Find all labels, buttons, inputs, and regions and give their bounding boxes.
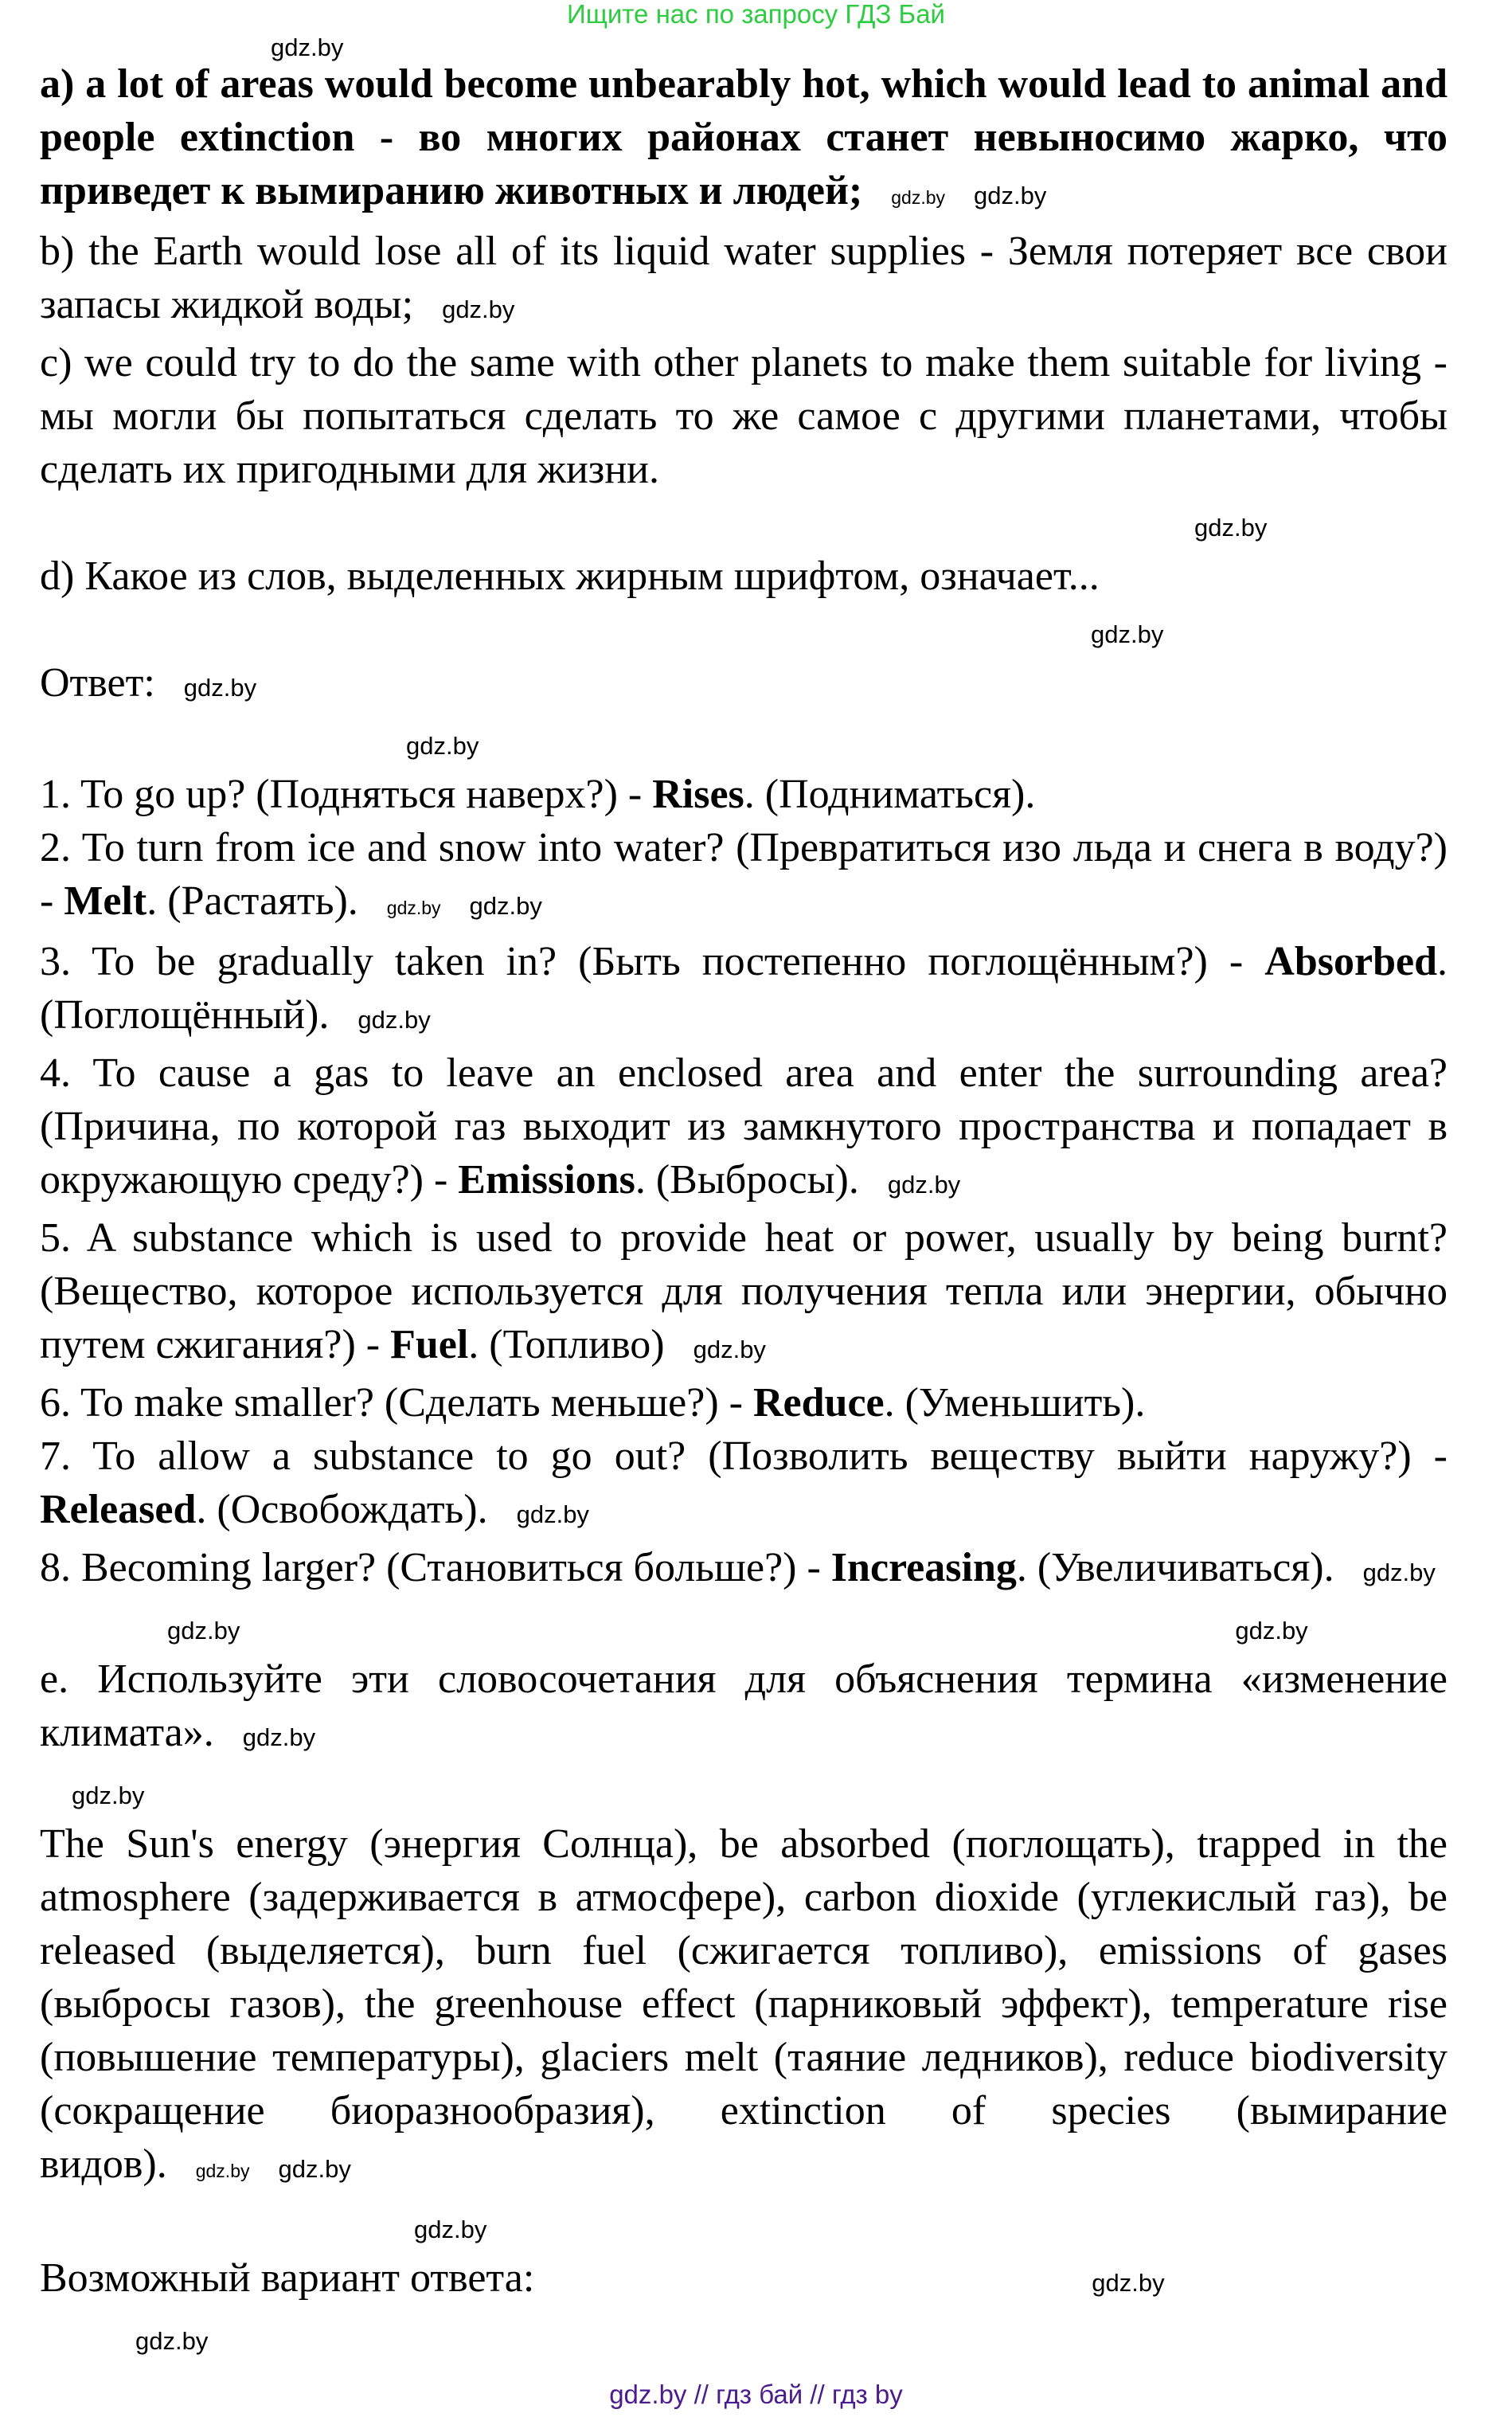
watermark: gdz.by <box>195 2161 250 2181</box>
answer-item <box>40 821 1448 935</box>
footer-links[interactable]: gdz.by // гдз бай // гдз by <box>609 2380 903 2409</box>
watermark: gdz.by <box>1194 514 1268 542</box>
answer-word: Melt <box>64 878 147 924</box>
answer-translation: . (Освобождать). <box>196 1487 488 1532</box>
answer-word: Absorbed <box>1264 939 1437 984</box>
answer-translation: . (Поглощённый). <box>40 939 1448 1038</box>
answer-word: Fuel <box>390 1322 469 1367</box>
answer-translation: . (Топливо) <box>468 1322 665 1367</box>
watermark: gdz.by <box>357 1006 431 1034</box>
watermark: gdz.by <box>72 1781 145 1809</box>
watermark: gdz.by <box>167 1617 240 1645</box>
answer-translation: . (Растаять). <box>147 878 358 924</box>
part-e-question <box>40 1652 1448 1764</box>
watermark: gdz.by <box>1092 2269 1165 2297</box>
watermark: gdz.by <box>693 1336 766 1363</box>
part-b-text: b) the Earth would lose all of its liquid water supplies - Земля потеряет все свои запасы жидкой воды; <box>40 229 1448 327</box>
answer-translation: . (Увеличиваться). <box>1016 1545 1334 1590</box>
answer-question: 6. To make smaller? (Сделать меньше?) - <box>40 1380 753 1426</box>
answer-item <box>40 935 1448 1046</box>
answer-word: Emissions <box>458 1157 635 1203</box>
answer-question: 5. A substance which is used to provide heat or power, usually by being burnt? (Вещество, которое используется для получения тепла или энергии, обычно путем сжигания?) - <box>40 1215 1448 1367</box>
part-b <box>40 225 1448 336</box>
answer-item <box>40 1211 1448 1376</box>
watermark: gdz.by <box>1235 1617 1308 1645</box>
watermark: gdz.by <box>242 1723 316 1751</box>
document-body <box>40 29 1448 2363</box>
answer-item <box>40 1046 1448 1211</box>
answer-word: Released <box>40 1487 197 1532</box>
answer-question: 2. To turn from ice and snow into water? (Превратиться изо льда и снега в воду?) - <box>40 825 1448 924</box>
watermark: gdz.by <box>278 2155 351 2183</box>
answer-item <box>40 1541 1448 1599</box>
answer-translation: . (Выбросы). <box>635 1157 859 1203</box>
part-e-text <box>40 1817 1448 2198</box>
answer-translation: . (Уменьшить). <box>884 1380 1146 1426</box>
part-e-question-text: e. Используйте эти словосочетания для объяснения термина «изменение климата». <box>40 1656 1448 1755</box>
answer-label: Ответ: <box>40 660 155 706</box>
possible-answer-row <box>40 2251 1448 2309</box>
answer-question: 4. To cause a gas to leave an enclosed area and enter the surrounding area? (Причина, по которой газ выходит из замкнутого пространства и попадает в окружающую среду?) - <box>40 1050 1448 1203</box>
answer-translation: . (Подниматься). <box>744 772 1036 817</box>
watermark: gdz.by <box>1362 1559 1436 1586</box>
watermark: gdz.by <box>135 2327 209 2355</box>
header-search-link[interactable]: Ищите нас по запросу ГДЗ Бай <box>567 0 945 29</box>
answers-list <box>40 768 1448 1599</box>
answer-word: Reduce <box>752 1380 885 1426</box>
watermark: gdz.by <box>469 892 542 920</box>
answer-question: 8. Becoming larger? (Становиться больше?) - <box>40 1545 831 1590</box>
part-c: c) we could try to do the same with other planets to make them suitable for living - мы могли бы попытаться сделать то же самое с другими планетами, чтобы сделать их пригодными для жизни. <box>40 340 1448 492</box>
answer-item <box>40 1429 1448 1541</box>
possible-answer-label: Возможный вариант ответа: <box>40 2255 535 2301</box>
watermark: gdz.by <box>406 732 479 760</box>
answer-item <box>40 1376 1448 1429</box>
watermark: gdz.by <box>891 187 945 208</box>
watermark: gdz.by <box>271 33 344 61</box>
answer-label-row <box>40 656 1448 714</box>
watermark: gdz.by <box>442 295 515 323</box>
watermark: gdz.by <box>516 1500 589 1528</box>
part-d-question: d) Какое из слов, выделенных жирным шрифтом, означает... <box>40 553 1100 599</box>
answer-word: Rises <box>652 772 744 817</box>
part-a <box>40 57 1448 225</box>
watermark: gdz.by <box>974 182 1047 209</box>
watermark: gdz.by <box>1091 620 1164 648</box>
answer-item <box>40 768 1448 821</box>
answer-question: 3. To be gradually taken in? (Быть постепенно поглощённым?) - <box>40 939 1265 984</box>
answer-word: Increasing <box>830 1545 1017 1590</box>
watermark: gdz.by <box>414 2216 487 2243</box>
part-a-text: a) a lot of areas would become unbearably hot, which would lead to animal and people extinction - во многих районах станет невыносимо жарко, что приведет к вымиранию животных и людей; <box>40 61 1448 213</box>
watermark: gdz.by <box>183 674 257 702</box>
watermark: gdz.by <box>386 898 441 918</box>
part-e-body: The Sun's energy (энергия Солнца), be absorbed (поглощать), trapped in the atmosphere (задерживается в атмосфере), carbon dioxide (углекислый газ), be released (выделяется), burn fuel (сжигается топливо), emissions of gases (выбросы газов), the greenhouse effect (парниковый эффект), temperature rise (повышение температуры), glaciers melt (таяние ледников), reduce biodiversity (сокращение биоразнообразия), extinction of species (вымирание видов). <box>40 1821 1448 2187</box>
answer-question: 1. To go up? (Подняться наверх?) - <box>40 772 653 817</box>
watermark: gdz.by <box>887 1171 961 1199</box>
answer-question: 7. To allow a substance to go out? (Позволить веществу выйти наружу?) - <box>40 1433 1448 1479</box>
